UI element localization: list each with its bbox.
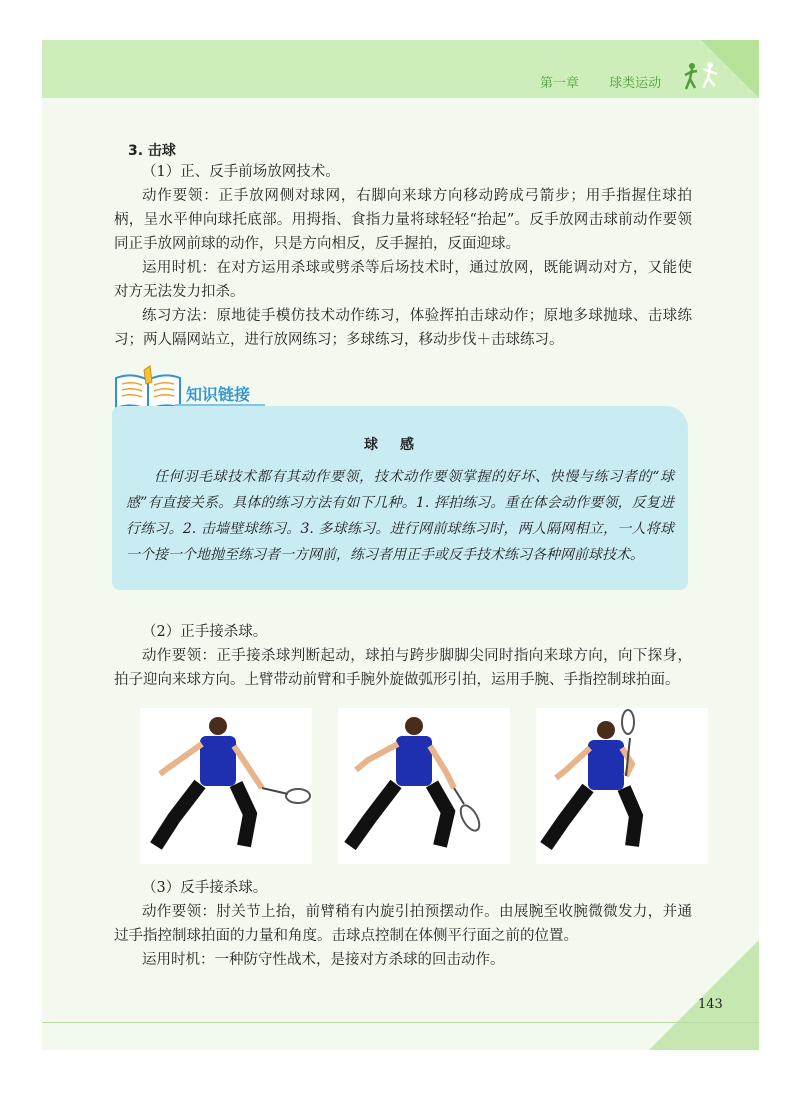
- item3-timing: 运用时机：一种防守性战术，是接对方杀球的回击动作。: [142, 952, 505, 968]
- knowledge-box-title: 球感: [364, 437, 436, 453]
- chapter-title: 球类运动: [609, 76, 662, 91]
- knowledge-link-box: [112, 406, 688, 590]
- knowledge-link-title: 知识链接: [186, 385, 251, 404]
- item3-block: [114, 876, 692, 972]
- item2-points: 动作要领：正手接杀球判断起动，球拍与跨步脚脚尖同时指向来球方向，向下探身，拍子迎向来球方向。上臂带动前臂和手腕外旋做弧形引拍，运用手腕、手指控制球拍面。: [114, 648, 692, 688]
- item1-title: （1）正、反手前场放网技术。: [142, 164, 340, 180]
- section-body: [114, 160, 692, 352]
- footer-rule: [42, 1022, 759, 1023]
- player-photo-2: [338, 708, 510, 864]
- knowledge-paragraph: 任何羽毛球技术都有其动作要领，技术动作要领掌握的好坏、快慢与练习者的“球感”有直接关系。具体的练习方法有如下几种。1. 挥拍练习。重在体会动作要领，反复进行练习。2. 击墙壁球练习。3. 多球练习。进行网前球练习时，两人隔网相立，一人将球一个接一个地抛至练习者一方网前，练习者用正手或反手技术练习各种网前球技术。: [126, 469, 674, 563]
- page-number: 143: [698, 997, 723, 1012]
- player-photo-3: [536, 708, 708, 864]
- section-heading: 3. 击球: [128, 143, 176, 159]
- item1-timing: 运用时机：在对方运用杀球或劈杀等后场技术时，通过放网，既能调动对方，又能使对方无法发力扣杀。: [114, 260, 692, 300]
- running-header: [540, 72, 687, 91]
- item1-practice: 练习方法：原地徒手模仿技术动作练习，体验挥拍击球动作；原地多球抛球、击球练习；两人隔网站立，进行放网练习；多球练习，移动步伐＋击球练习。: [114, 308, 692, 348]
- chapter-label: 第一章: [540, 76, 580, 91]
- footer-corner: [649, 940, 759, 1050]
- knowledge-box-text: [126, 464, 674, 568]
- player-photo-1: [140, 708, 312, 864]
- athletes-icon: [683, 62, 723, 94]
- item1-points: 动作要领：正手放网侧对球网，右脚向来球方向移动跨成弓箭步；用手指握住球拍柄，呈水平伸向球托底部。用拇指、食指力量将球轻轻“抬起”。反手放网击球前动作要领同正手放网前球的动作，只是方向相反，反手握拍，反面迎球。: [114, 188, 692, 252]
- item3-title: （3）反手接杀球。: [142, 880, 268, 896]
- item3-points: 动作要领：肘关节上抬，前臂稍有内旋引拍预摆动作。由展腕至收腕微微发力，并通过手指控制球拍面的力量和角度。击球点控制在体侧平行面之前的位置。: [114, 904, 692, 944]
- item2-block: [114, 620, 692, 692]
- item2-title: （2）正手接杀球。: [142, 624, 268, 640]
